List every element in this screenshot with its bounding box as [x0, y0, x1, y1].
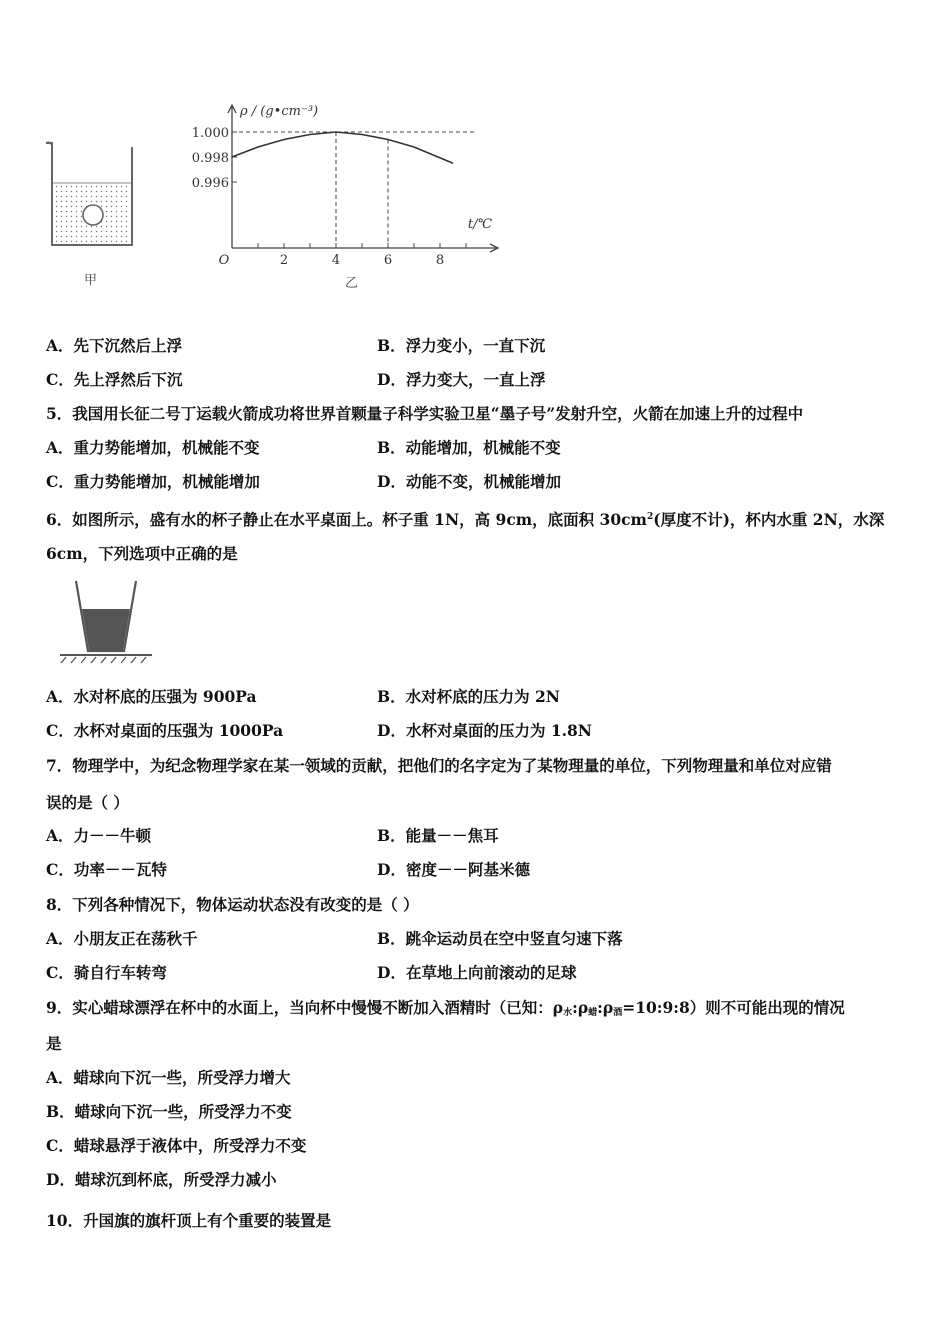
q9-option-c[interactable]: C．蜡球悬浮于液体中，所受浮力不变	[46, 1136, 307, 1155]
y-axis-label: ρ / (g•cm⁻³)	[240, 104, 319, 119]
q8-option-a[interactable]: A．小朋友正在荡秋千	[46, 929, 198, 948]
x-tick-label: 4	[331, 253, 341, 268]
q9-stem-line2: 是	[46, 1034, 62, 1053]
x-tick-label: 2	[279, 253, 289, 268]
q5-option-c[interactable]: C．重力势能增加，机械能增加	[46, 472, 260, 491]
q9-option-a[interactable]: A．蜡球向下沉一些，所受浮力增大	[46, 1068, 291, 1087]
y-tick-label: 0.998	[191, 151, 229, 166]
q10-stem: 10．升国旗的旗杆顶上有个重要的装置是	[46, 1211, 332, 1230]
q6-option-b[interactable]: B．水对杯底的压力为 2N	[377, 687, 560, 706]
q9-sub-wax: 蜡	[588, 1008, 598, 1018]
q4-option-a[interactable]: A．先下沉然后上浮	[46, 336, 183, 355]
q7-stem-line2: 误的是（ ）	[46, 793, 129, 812]
q6-stem-line2: 6cm，下列选项中正确的是	[46, 544, 238, 563]
q9-sep1: :ρ	[572, 998, 589, 1017]
q5-option-b[interactable]: B．动能增加，机械能不变	[377, 438, 561, 457]
y-tick-label: 0.996	[191, 176, 229, 191]
q7-option-b[interactable]: B．能量－－焦耳	[377, 826, 499, 845]
q6-stem-part2: (厚度不计)，杯内水重 2N，水深	[653, 510, 885, 529]
x-axis-label: t/℃	[467, 217, 493, 232]
cup-water	[82, 609, 130, 650]
q8-option-d[interactable]: D．在草地上向前滚动的足球	[377, 963, 577, 982]
q6-stem-part1: 6．如图所示，盛有水的杯子静止在水平桌面上。杯子重 1N，高 9cm，底面积 30cm	[46, 510, 647, 529]
x-tick-label: 8	[435, 253, 445, 268]
q5-option-a[interactable]: A．重力势能增加，机械能不变	[46, 438, 260, 457]
q7-option-a[interactable]: A．力－－牛顿	[46, 826, 152, 845]
x-tick-label: 6	[383, 253, 393, 268]
q9-option-d[interactable]: D．蜡球沉到杯底，所受浮力减小	[46, 1170, 277, 1189]
q8-option-c[interactable]: C．骑自行车转弯	[46, 963, 167, 982]
q9-stem-part1: 9．实心蜡球漂浮在杯中的水面上，当向杯中慢慢不断加入酒精时（已知：ρ	[46, 998, 564, 1017]
q8-stem: 8．下列各种情况下，物体运动状态没有改变的是（ ）	[46, 895, 419, 914]
q9-stem-line1	[46, 998, 845, 1023]
q9-option-b[interactable]: B．蜡球向下沉一些，所受浮力不变	[46, 1102, 292, 1121]
q5-stem: 5．我国用长征二号丁运载火箭成功将世界首颗量子科学实验卫星“墨子号”发射升空，火箭在加速上升的过程中	[46, 404, 804, 423]
q6-stem-superscript: 2	[646, 512, 654, 522]
q6-option-d[interactable]: D．水杯对桌面的压力为 1.8N	[377, 721, 592, 740]
q6-stem-line1	[46, 507, 884, 530]
q9-sub-alcohol: 酒	[613, 1008, 623, 1018]
q9-sub-water: 水	[563, 1008, 573, 1018]
density-curve	[232, 132, 453, 163]
q4-option-c[interactable]: C．先上浮然后下沉	[46, 370, 183, 389]
chart-caption: 乙	[345, 276, 359, 291]
q9-sep2: :ρ	[597, 998, 614, 1017]
q7-option-d[interactable]: D．密度－－阿基米德	[377, 860, 530, 879]
q7-stem-line1: 7．物理学中，为纪念物理学家在某一领域的贡献，把他们的名字定为了某物理量的单位，下列物理量和单位对应错	[46, 756, 832, 775]
q6-option-c[interactable]: C．水杯对桌面的压强为 1000Pa	[46, 721, 284, 740]
q9-stem-part2: =10:9:8）则不可能出现的情况	[622, 998, 845, 1017]
q7-option-c[interactable]: C．功率－－瓦特	[46, 860, 167, 879]
origin-label: O	[218, 253, 230, 268]
density-chart	[180, 95, 510, 295]
wax-ball	[83, 205, 103, 225]
q4-option-d[interactable]: D．浮力变大，一直上浮	[377, 370, 546, 389]
q4-option-b[interactable]: B．浮力变小，一直下沉	[377, 336, 546, 355]
y-tick-label: 1.000	[191, 126, 229, 141]
q6-option-a[interactable]: A．水对杯底的压强为 900Pa	[46, 687, 257, 706]
beaker-caption: 甲	[84, 273, 98, 288]
q8-option-b[interactable]: B．跳伞运动员在空中竖直匀速下落	[377, 929, 623, 948]
cup-figure	[58, 577, 154, 669]
q5-option-d[interactable]: D．动能不变，机械能增加	[377, 472, 561, 491]
